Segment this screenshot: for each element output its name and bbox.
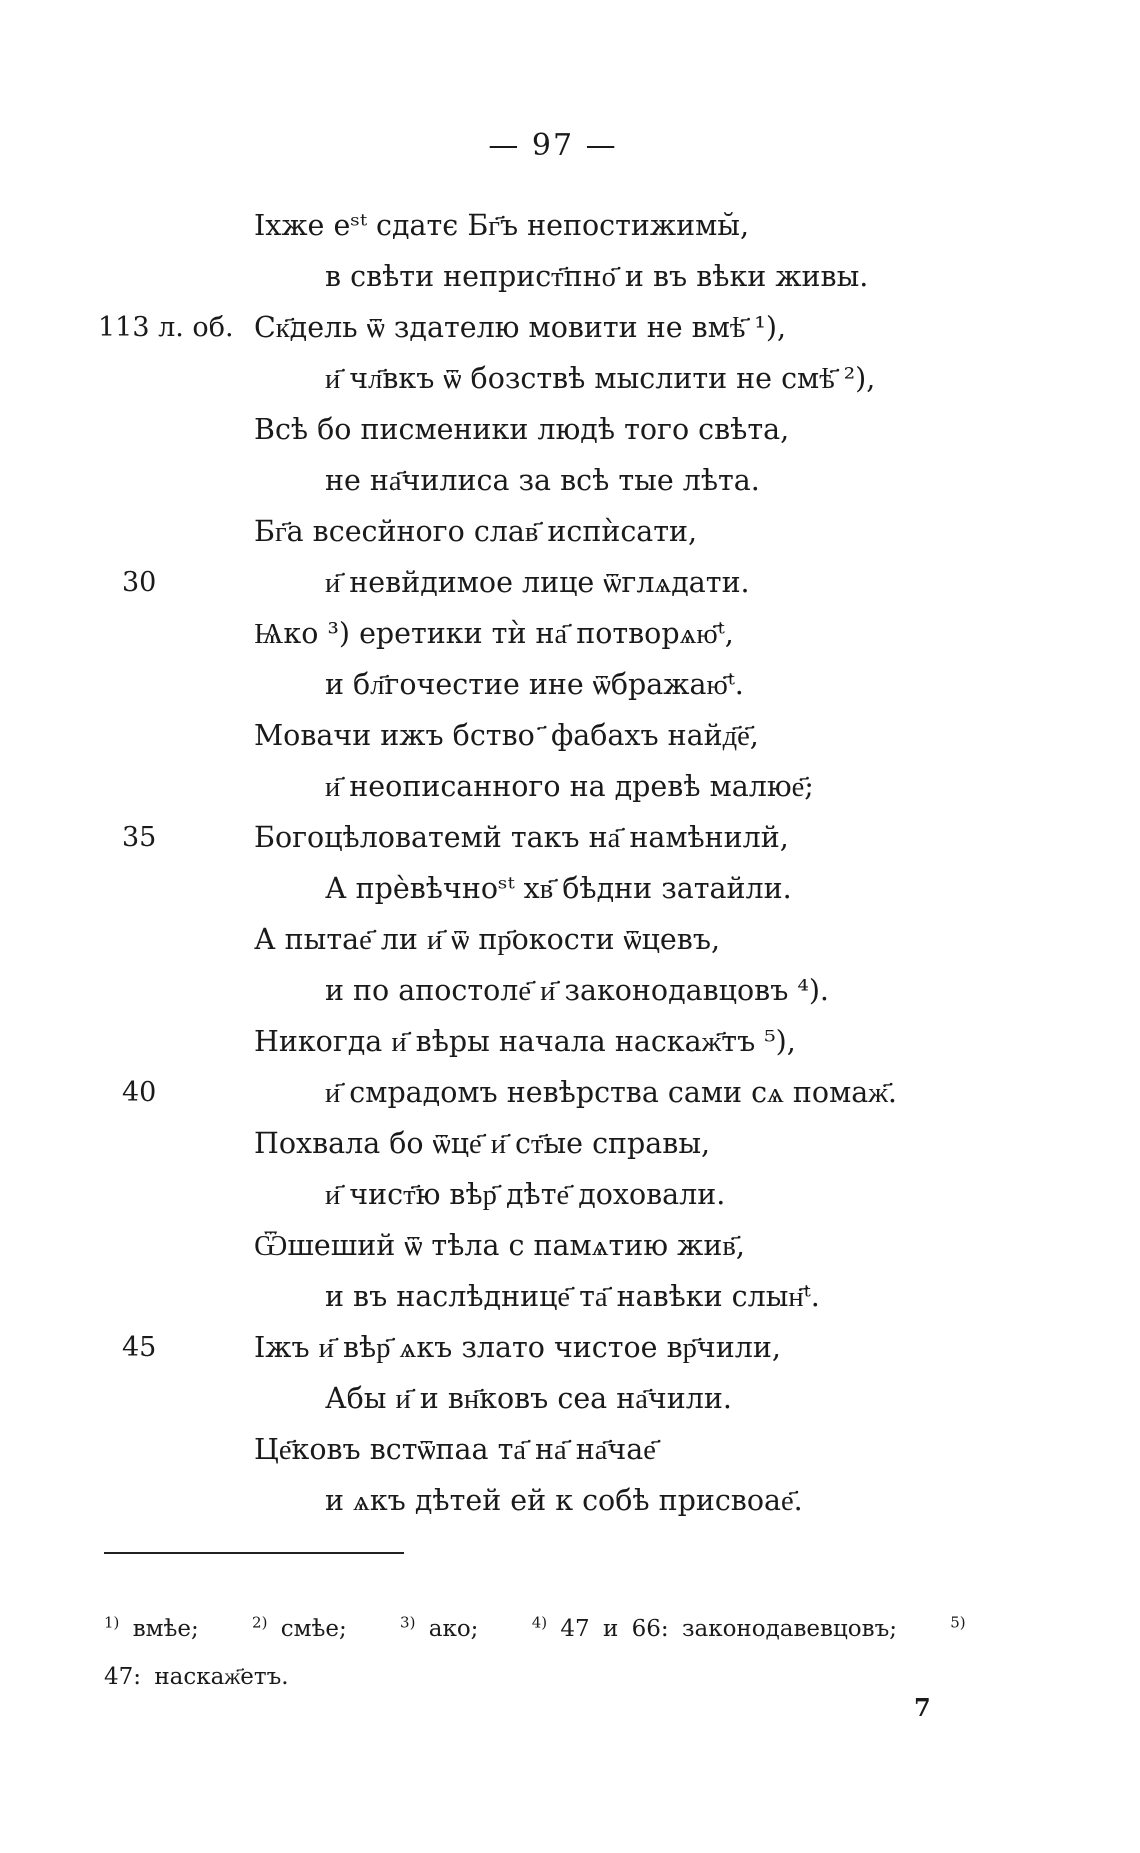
poem-line-text: Ѩко ³) еретики тѝ на҃ потворѧю҃ᵗ, xyxy=(254,617,734,650)
poem-line-text: Похвала бо ѿце҃ и҃ ст҃ые справы, xyxy=(254,1127,711,1160)
footnote-text: 47: наскаж҃етъ. xyxy=(104,1663,289,1690)
footnote-divider xyxy=(104,1552,404,1554)
poem-line xyxy=(0,1169,1140,1220)
line-number: 45 xyxy=(122,1332,157,1363)
poem-line xyxy=(0,251,1140,302)
poem-line xyxy=(0,914,1140,965)
poem-line-text: Ѿшеший ѿ тѣла с памѧтию жив҃, xyxy=(254,1229,745,1262)
footnote-1 xyxy=(104,1613,199,1642)
poem-line-text: и҃ невйдимое лице ѿглѧдати. xyxy=(325,566,750,599)
poem-line xyxy=(0,557,1140,608)
footnotes xyxy=(104,1598,1004,1701)
poem-line-text: и҃ смрадомъ невѣрства сами сѧ помаж҃. xyxy=(325,1076,897,1109)
poem-line xyxy=(0,302,1140,353)
poem-line-text: А пытае҃ ли и҃ ѿ пр҃окости ѿцевъ, xyxy=(254,923,721,956)
poem-line xyxy=(0,761,1140,812)
poem-line-text: Це҃ковъ встѿпаа та҃ на҃ на҃чае҃ xyxy=(254,1433,656,1466)
footnote-text: 47 и 66: законодавевцовъ; xyxy=(560,1615,897,1642)
footnote-text: вмѣе; xyxy=(132,1615,199,1642)
footnote-mark: 5) xyxy=(950,1613,966,1631)
poem-line-text: Абы и҃ и вн҃ковъ сеа на҃чили. xyxy=(325,1382,732,1415)
poem-line-text: Богоцѣловатемй такъ на҃ намѣнилй, xyxy=(254,821,789,854)
poem-line-text: и҃ чист҃ю вѣр҃ дѣте҃ доховали. xyxy=(325,1178,726,1211)
poem-line xyxy=(0,1220,1140,1271)
poem-line xyxy=(0,659,1140,710)
line-number: 35 xyxy=(122,822,157,853)
footnote-2 xyxy=(252,1613,347,1642)
poem-line-text: Никогда и҃ вѣры начала наскаж҃тъ ⁵), xyxy=(254,1025,796,1058)
poem-line xyxy=(0,200,1140,251)
poem-line-text: и҃ чл҃вкъ ѿ бозствѣ мыслити не смѣ҃ ²), xyxy=(325,362,876,395)
folio-marker: 113 л. об. xyxy=(98,312,234,343)
poem-line-text: А прѐвѣчноˢᵗ хв҃ бѣдни затайли. xyxy=(325,872,792,905)
poem-line xyxy=(0,1373,1140,1424)
poem-line-text: Іжъ и҃ вѣр҃ ѧкъ злато чистое вр҃чили, xyxy=(254,1331,781,1364)
poem-line-text: Всѣ бо писменики людѣ того свѣта, xyxy=(254,413,790,446)
poem-line-text: и по апостоле҃ и҃ законодавцовъ ⁴). xyxy=(325,974,829,1007)
poem-text xyxy=(0,200,1140,1526)
poem-line xyxy=(0,1016,1140,1067)
footnote-mark: 1) xyxy=(104,1613,120,1631)
footnote-text: смѣе; xyxy=(280,1615,347,1642)
line-number: 40 xyxy=(122,1077,157,1108)
poem-line xyxy=(0,1475,1140,1526)
poem-line-text: Іхже еˢᵗ сдатє Бг҃ъ непостижимы̆, xyxy=(254,209,750,242)
poem-line xyxy=(0,1424,1140,1475)
line-number: 30 xyxy=(122,567,157,598)
footnote-4 xyxy=(531,1613,897,1642)
poem-line xyxy=(0,506,1140,557)
footnote-mark: 2) xyxy=(252,1613,268,1631)
poem-line-text: не на҃чилиса за всѣ тые лѣта. xyxy=(325,464,760,497)
poem-line-text: и ѧкъ дѣтей ей к собѣ присвоае҃. xyxy=(325,1484,803,1517)
footnote-mark: 3) xyxy=(400,1613,416,1631)
poem-line-text: Мовачи ижъ бство ҃ фабахъ найд҃е҃, xyxy=(254,719,759,752)
poem-line xyxy=(0,608,1140,659)
poem-line xyxy=(0,404,1140,455)
poem-line xyxy=(0,863,1140,914)
poem-line-text: Бг҃а всесйного слав҃ испѝсати, xyxy=(254,515,698,548)
poem-line-text: и въ наслѣднице҃ та҃ навѣки слын҃ᵗ. xyxy=(325,1280,820,1313)
poem-line xyxy=(0,812,1140,863)
poem-line-text: Ск҃дель ѿ здателю мовити не вмѣ҃ ¹), xyxy=(254,311,787,344)
poem-line xyxy=(0,965,1140,1016)
footnote-mark: 4) xyxy=(531,1613,548,1631)
poem-line xyxy=(0,1118,1140,1169)
poem-line-text: в свѣти неприст҃пно҃ и въ вѣки живы. xyxy=(325,260,869,293)
poem-line xyxy=(0,1322,1140,1373)
footnote-3 xyxy=(400,1613,479,1642)
poem-line xyxy=(0,1271,1140,1322)
poem-line xyxy=(0,455,1140,506)
page-number: — 97 — xyxy=(488,128,618,163)
poem-line xyxy=(0,353,1140,404)
poem-line-text: и҃ неописанного на древѣ малюе҃; xyxy=(325,770,814,803)
footnote-text: ако; xyxy=(428,1615,479,1642)
printer-signature: 7 xyxy=(914,1693,931,1722)
poem-line-text: и бл҃гочестие ине ѿбражаю҃ᵗ. xyxy=(325,668,744,701)
poem-line xyxy=(0,1067,1140,1118)
poem-line xyxy=(0,710,1140,761)
